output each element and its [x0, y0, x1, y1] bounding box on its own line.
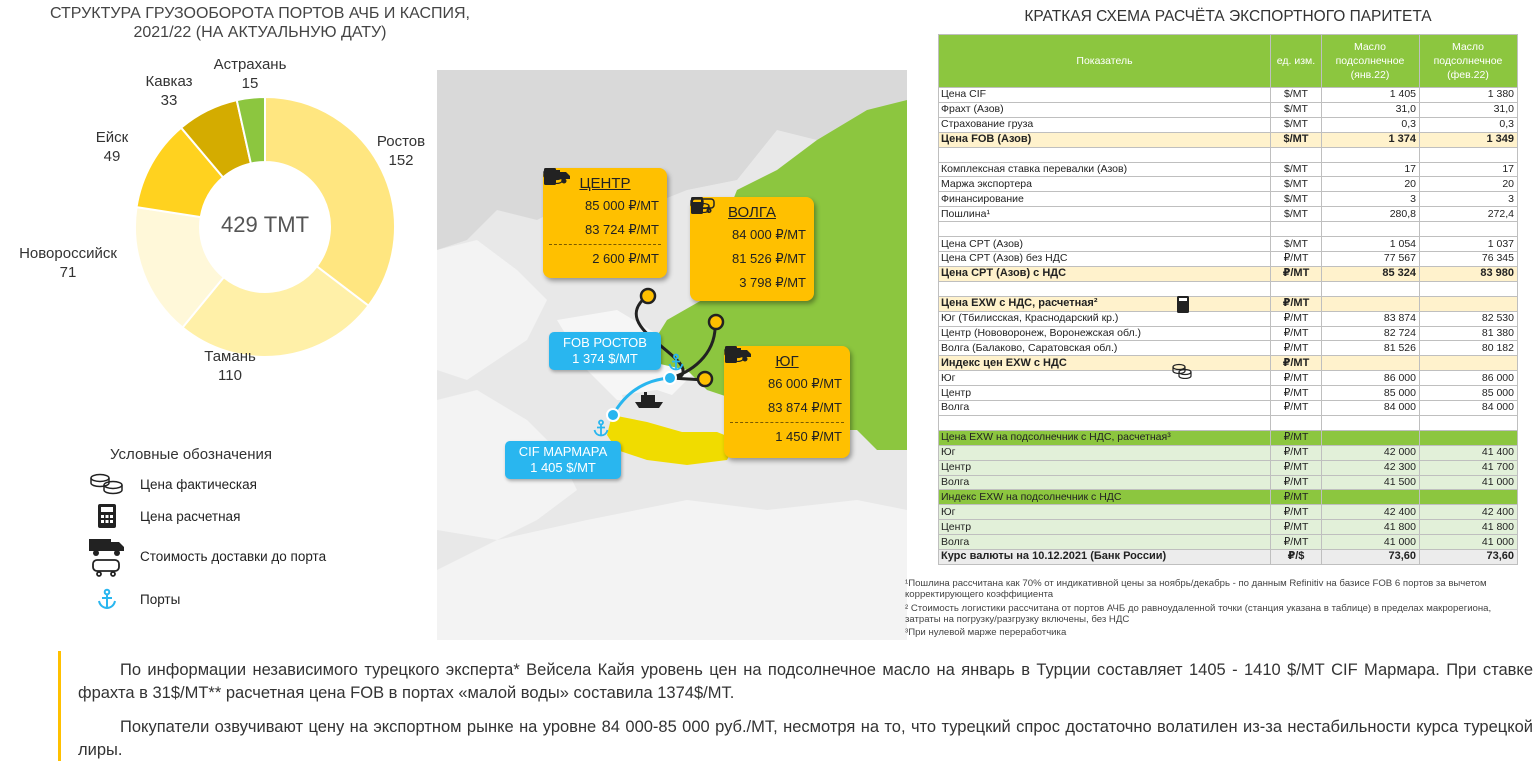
table-cell-c2: ₽/МТ [1271, 326, 1322, 341]
table-cell-c3 [1322, 296, 1420, 311]
table-cell-c4: 86 000 [1420, 371, 1518, 386]
table-row [939, 445, 1518, 460]
donut-title-line2: 2021/22 (НА АКТУАЛЬНУЮ ДАТУ) [133, 24, 387, 41]
card-south-actual: 86 000 ₽/МТ [767, 376, 842, 391]
card-center-delivery: 2 600 ₽/МТ [592, 251, 659, 266]
table-cell-c1: Курс валюты на 10.12.2021 (Банк России) [939, 550, 1271, 565]
card-center-actual: 85 000 ₽/МТ [584, 198, 659, 213]
table-cell-c3: 42 400 [1322, 505, 1420, 520]
legend-label: Стоимость доставки до порта [140, 548, 327, 564]
donut-label-taman: Тамань 110 [204, 348, 256, 384]
table-cell-c1: Юг [939, 445, 1271, 460]
table-row [939, 207, 1518, 222]
table-title: КРАТКАЯ СХЕМА РАСЧЁТА ЭКСПОРТНОГО ПАРИТЕТА [1024, 8, 1432, 25]
table-cell-c3 [1322, 222, 1420, 237]
table-cell-c1 [939, 147, 1271, 162]
table-cell-c4: 17 [1420, 162, 1518, 177]
table-row [939, 430, 1518, 445]
commentary-block [58, 651, 1533, 761]
legend-title: Условные обозначения [110, 446, 273, 463]
table-cell-c3: 20 [1322, 177, 1420, 192]
table-cell-c1: Индекс цен EXW с НДС [939, 356, 1271, 371]
table-cell-c2: ₽/$ [1271, 550, 1322, 565]
table-cell-c2: $/МТ [1271, 207, 1322, 222]
table-spacer-row [939, 222, 1518, 237]
table-row [939, 371, 1518, 386]
table-cell-c2: $/МТ [1271, 192, 1322, 207]
table-cell-c4 [1420, 296, 1518, 311]
table-cell-c1: Пошлина¹ [939, 207, 1271, 222]
legend-item-calc-price [86, 503, 240, 529]
table-cell-c3: 0,3 [1322, 117, 1420, 132]
table-cell-c4 [1420, 415, 1518, 430]
card-south-calc: 83 874 ₽/МТ [767, 400, 842, 415]
table-cell-c1: Комплексная ставка перевалки (Азов) [939, 162, 1271, 177]
table-row [939, 326, 1518, 341]
card-volga-actual: 84 000 ₽/МТ [731, 227, 806, 242]
table-cell-c4: 272,4 [1420, 207, 1518, 222]
donut-label-novorossiysk: Новороссийск 71 [19, 245, 117, 281]
table-row [939, 266, 1518, 281]
table-cell-c4 [1420, 281, 1518, 296]
table-cell-c3: 31,0 [1322, 102, 1420, 117]
table-cell-c4: 42 400 [1420, 505, 1518, 520]
table-cell-c1: Цена CPT (Азов) без НДС [939, 252, 1271, 267]
table-row [939, 192, 1518, 207]
table-cell-c1: Волга [939, 535, 1271, 550]
table-cell-c3 [1322, 147, 1420, 162]
table-cell-c2: ₽/МТ [1271, 266, 1322, 281]
table-row [939, 386, 1518, 401]
legend-item-ports [86, 588, 180, 610]
port-anchor-icon [592, 419, 610, 437]
calculator-icon [86, 503, 128, 529]
table-cell-c3 [1322, 430, 1420, 445]
table-cell-c3: 85 324 [1322, 266, 1420, 281]
table-cell-c3: 82 724 [1322, 326, 1420, 341]
table-cell-c3: 41 000 [1322, 535, 1420, 550]
table-cell-c4: 0,3 [1420, 117, 1518, 132]
table-cell-c3: 1 054 [1322, 237, 1420, 252]
card-volga-calc: 81 526 ₽/МТ [731, 251, 806, 266]
table-row [939, 550, 1518, 565]
card-volga-delivery: 3 798 ₽/МТ [739, 275, 806, 290]
coins-icon [1172, 363, 1192, 379]
table-cell-c4: 1 037 [1420, 237, 1518, 252]
table-cell-c2: ₽/МТ [1271, 460, 1322, 475]
header-feb: Масло подсолнечное (фев.22) [1420, 35, 1518, 88]
table-spacer-row [939, 281, 1518, 296]
table-cell-c2: ₽/МТ [1271, 490, 1322, 505]
table-cell-c2: ₽/МТ [1271, 371, 1322, 386]
table-cell-c1: Цена CIF [939, 88, 1271, 103]
table-row [939, 132, 1518, 147]
table-row [939, 341, 1518, 356]
table-cell-c2: $/МТ [1271, 162, 1322, 177]
map [437, 70, 907, 640]
table-cell-c1: Цена CPT (Азов) [939, 237, 1271, 252]
table-cell-c3 [1322, 356, 1420, 371]
header-unit: ед. изм. [1271, 35, 1322, 88]
table-cell-c2: ₽/МТ [1271, 430, 1322, 445]
table-cell-c1: Волга [939, 401, 1271, 416]
table-cell-c3: 42 000 [1322, 445, 1420, 460]
table-cell-c4: 41 000 [1420, 475, 1518, 490]
table-cell-c1: Юг [939, 505, 1271, 520]
table-cell-c2: $/МТ [1271, 132, 1322, 147]
table-row [939, 177, 1518, 192]
table-row [939, 505, 1518, 520]
table-cell-c4: 83 980 [1420, 266, 1518, 281]
table-cell-c3: 86 000 [1322, 371, 1420, 386]
table-cell-c2: ₽/МТ [1271, 341, 1322, 356]
table-row [939, 535, 1518, 550]
table-cell-c1: Цена CPT (Азов) с НДС [939, 266, 1271, 281]
card-south-delivery: 1 450 ₽/МТ [775, 429, 842, 444]
table-cell-c3: 280,8 [1322, 207, 1420, 222]
table-cell-c1: Юг (Тбилисская, Краснодарский кр.) [939, 311, 1271, 326]
table-cell-c3: 17 [1322, 162, 1420, 177]
footnote-1: ¹Пошлина рассчитана как 70% от индикативной цены за ноябрь/декабрь - по данным Refinitiv на базисе FOB 6 портов за вычетом корректирующего коэффициента [905, 578, 1487, 600]
table-row [939, 311, 1518, 326]
table-cell-c3: 41 500 [1322, 475, 1420, 490]
table-cell-c3: 1 405 [1322, 88, 1420, 103]
table-cell-c1 [939, 281, 1271, 296]
table-row [939, 296, 1518, 311]
table-cell-c2 [1271, 281, 1322, 296]
table-spacer-row [939, 415, 1518, 430]
table-row [939, 162, 1518, 177]
table-cell-c2: ₽/МТ [1271, 475, 1322, 490]
table-row [939, 237, 1518, 252]
table-cell-c1 [939, 222, 1271, 237]
table-cell-c4: 76 345 [1420, 252, 1518, 267]
table-cell-c3: 81 526 [1322, 341, 1420, 356]
table-cell-c2 [1271, 415, 1322, 430]
donut-label-astrakhan: Астрахань 15 [213, 56, 287, 92]
cif-marmara-box: CIF МАРМАРА 1 405 $/МТ [505, 441, 621, 479]
table-cell-c3: 73,60 [1322, 550, 1420, 565]
commentary-paragraph-2: Покупатели озвучивают цену на экспортном рынке на уровне 84 000-85 000 руб./МТ, несмотря на то, что турецкий спрос достаточно волатилен из-за нестабильности курса турецкой лиры. [78, 718, 1533, 759]
table-cell-c4: 41 000 [1420, 535, 1518, 550]
table-row [939, 490, 1518, 505]
table-cell-c2: $/МТ [1271, 237, 1322, 252]
table-cell-c4: 31,0 [1420, 102, 1518, 117]
card-center-calc: 83 724 ₽/МТ [584, 222, 659, 237]
table-cell-c1: Страхование груза [939, 117, 1271, 132]
table-cell-c4: 41 800 [1420, 520, 1518, 535]
header-jan: Масло подсолнечное (янв.22) [1322, 35, 1420, 88]
table-cell-c1: Центр [939, 460, 1271, 475]
table-cell-c1: Центр (Нововоронеж, Воронежская обл.) [939, 326, 1271, 341]
table-cell-c3: 85 000 [1322, 386, 1420, 401]
table-cell-c2: ₽/МТ [1271, 401, 1322, 416]
card-volga [690, 197, 814, 301]
card-south-title: ЮГ [775, 353, 799, 370]
table-row [939, 117, 1518, 132]
donut-title-line1: СТРУКТУРА ГРУЗООБОРОТА ПОРТОВ АЧБ И КАСПИЯ, [49, 5, 470, 22]
table-row [939, 102, 1518, 117]
legend-label: Цена фактическая [140, 476, 257, 492]
table-cell-c3: 1 374 [1322, 132, 1420, 147]
calculator-icon [1176, 296, 1190, 313]
donut-title [0, 4, 520, 42]
table-cell-c1: Индекс EXW на подсолнечник с НДС [939, 490, 1271, 505]
table-cell-c2: $/МТ [1271, 88, 1322, 103]
table-cell-c1: Цена EXW на подсолнечник с НДС, расчетная³ [939, 430, 1271, 445]
table-cell-c4: 82 530 [1420, 311, 1518, 326]
table-cell-c1: Финансирование [939, 192, 1271, 207]
table-cell-c2: ₽/МТ [1271, 535, 1322, 550]
table-cell-c1: Цена FOB (Азов) [939, 132, 1271, 147]
card-volga-title: ВОЛГА [728, 204, 776, 221]
table-cell-c1: Юг [939, 371, 1271, 386]
table-header [939, 35, 1518, 88]
table-row [939, 520, 1518, 535]
table-cell-c3: 77 567 [1322, 252, 1420, 267]
table-cell-c4 [1420, 490, 1518, 505]
legend-item-actual-price [86, 472, 257, 496]
legend-label: Порты [140, 591, 181, 607]
table-cell-c1: Центр [939, 520, 1271, 535]
table-cell-c1: Волга [939, 475, 1271, 490]
footnote-3: ³При нулевой марже переработчика [905, 627, 1067, 638]
table-cell-c4 [1420, 430, 1518, 445]
card-south [724, 346, 850, 458]
table-cell-c3: 84 000 [1322, 401, 1420, 416]
table-row [939, 475, 1518, 490]
table-cell-c4 [1420, 147, 1518, 162]
table-cell-c4: 1 349 [1420, 132, 1518, 147]
table-cell-c2: ₽/МТ [1271, 520, 1322, 535]
coins-icon [86, 472, 128, 496]
table-cell-c1: Фрахт (Азов) [939, 102, 1271, 117]
table-cell-c3 [1322, 490, 1420, 505]
donut-slice-0 [265, 97, 395, 306]
table-cell-c4: 1 380 [1420, 88, 1518, 103]
table-row [939, 88, 1518, 103]
port-anchor-icon [667, 353, 685, 371]
truck-rail-icon [86, 535, 128, 577]
table-cell-c4: 85 000 [1420, 386, 1518, 401]
anchor-icon [86, 588, 128, 610]
table-cell-c2: ₽/МТ [1271, 296, 1322, 311]
table-cell-c2: ₽/МТ [1271, 386, 1322, 401]
table-cell-c3: 41 800 [1322, 520, 1420, 535]
table-cell-c1: Маржа экспортера [939, 177, 1271, 192]
table-cell-c3: 83 874 [1322, 311, 1420, 326]
table-row [939, 356, 1518, 371]
table-cell-c2 [1271, 222, 1322, 237]
table-cell-c3 [1322, 415, 1420, 430]
table-row [939, 252, 1518, 267]
table-cell-c1: Волга (Балаково, Саратовская обл.) [939, 341, 1271, 356]
table-cell-c4: 73,60 [1420, 550, 1518, 565]
table-cell-c1: Цена EXW с НДС, расчетная² [939, 296, 1271, 311]
legend-label: Цена расчетная [140, 508, 241, 524]
table-cell-c4: 41 400 [1420, 445, 1518, 460]
donut-label-eysk: Ейск 49 [95, 129, 129, 165]
commentary-paragraph-1: По информации независимого турецкого эксперта* Вейсела Кайя уровень цен на подсолнечное масло на январь в Турции составляет 1405 - 1410 $/МТ CIF Мармара. При ставке фрахта в 31$/МТ** расчетная цена FOB в портах «малой воды» составила 1374$/МТ. [78, 661, 1533, 702]
table-cell-c2: ₽/МТ [1271, 252, 1322, 267]
donut-label-kavkaz: Кавказ 33 [145, 73, 193, 109]
header-indicator: Показатель [939, 35, 1271, 88]
table-cell-c1: Центр [939, 386, 1271, 401]
export-parity-table [938, 34, 1518, 565]
table-row [939, 401, 1518, 416]
table-cell-c2: ₽/МТ [1271, 311, 1322, 326]
table-cell-c4 [1420, 356, 1518, 371]
table-cell-c4: 80 182 [1420, 341, 1518, 356]
table-cell-c2: ₽/МТ [1271, 505, 1322, 520]
footnote-2: ² Стоимость логистики рассчитана от портов АЧБ до равноудаленной точки (станция указана в таблице) в пределах макрорегиона, затраты на погрузку/разгрузку включены, без НДС [905, 603, 1492, 625]
table-cell-c3: 3 [1322, 192, 1420, 207]
table-spacer-row [939, 147, 1518, 162]
donut-center-label: 429 ТМТ [220, 212, 310, 237]
table-cell-c4: 81 380 [1420, 326, 1518, 341]
table-cell-c2: ₽/МТ [1271, 356, 1322, 371]
fob-rostov-box: FOB РОСТОВ 1 374 $/МТ [549, 332, 661, 370]
table-cell-c4: 84 000 [1420, 401, 1518, 416]
table-cell-c2: ₽/МТ [1271, 445, 1322, 460]
donut-label-rostov: Ростов 152 [376, 133, 426, 169]
card-center [543, 168, 667, 278]
table-cell-c3 [1322, 281, 1420, 296]
table-cell-c4 [1420, 222, 1518, 237]
table-cell-c2: $/МТ [1271, 117, 1322, 132]
card-center-title: ЦЕНТР [579, 175, 631, 192]
table-cell-c4: 3 [1420, 192, 1518, 207]
table-cell-c2: $/МТ [1271, 177, 1322, 192]
table-cell-c3: 42 300 [1322, 460, 1420, 475]
table-cell-c1 [939, 415, 1271, 430]
table-cell-c4: 20 [1420, 177, 1518, 192]
table-cell-c2: $/МТ [1271, 102, 1322, 117]
table-row [939, 460, 1518, 475]
table-cell-c2 [1271, 147, 1322, 162]
legend-item-delivery-cost [86, 535, 326, 577]
table-cell-c4: 41 700 [1420, 460, 1518, 475]
